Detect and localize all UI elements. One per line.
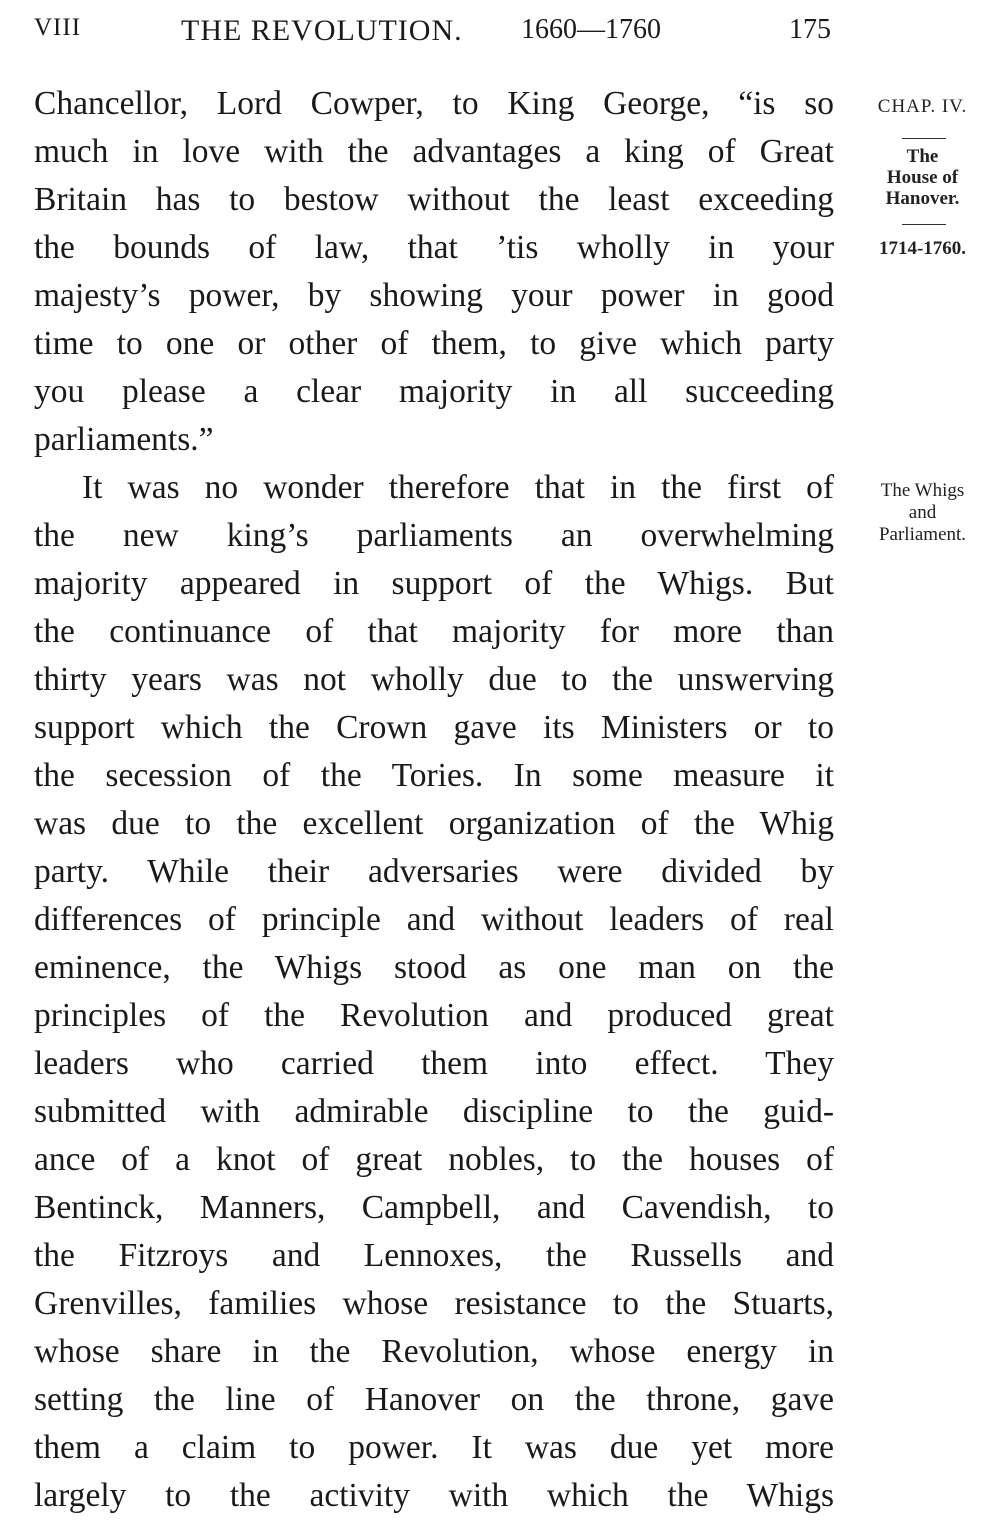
text-line: It was no wonder therefore that in the first of (82, 469, 834, 506)
margin-note-whigs-and-parliament (850, 480, 995, 546)
text-line: them a claim to power. It was due yet more (34, 1429, 834, 1466)
text-line: largely to the activity with which the Whigs (34, 1477, 834, 1514)
text-line: Britain has to bestow without the least exceeding (34, 181, 834, 218)
margin-note-line: Parliament. (878, 524, 967, 545)
margin-rule (902, 138, 946, 139)
text-line: principles of the Revolution and produced great (34, 997, 834, 1034)
text-line: time to one or other of them, to give which party (34, 325, 834, 362)
body-text (34, 80, 834, 1520)
running-head-chapter: VIII (34, 14, 82, 41)
margin-note-line: The Whigs (880, 480, 965, 501)
text-line: submitted with admirable discipline to the guid- (34, 1093, 834, 1130)
text-line: whose share in the Revolution, whose energy in (34, 1333, 834, 1370)
margin-note-house-of-hanover (850, 146, 995, 209)
text-line: Grenvilles, families whose resistance to the Stuarts, (34, 1285, 834, 1322)
text-line: was due to the excellent organization of the Whig (34, 805, 834, 842)
text-line: the Fitzroys and Lennoxes, the Russells and (34, 1237, 834, 1274)
text-line: eminence, the Whigs stood as one man on the (34, 949, 834, 986)
text-line: much in love with the advantages a king of Great (34, 133, 834, 170)
text-line: the continuance of that majority for more than (34, 613, 834, 650)
text-line: ance of a knot of great nobles, to the houses of (34, 1141, 834, 1178)
text-line: support which the Crown gave its Ministers or to (34, 709, 834, 746)
margin-rule (902, 224, 946, 225)
running-head (34, 14, 834, 54)
text-line: setting the line of Hanover on the throne, gave (34, 1381, 834, 1418)
text-line: the bounds of law, that ’tis wholly in your (34, 229, 834, 266)
text-line: the new king’s parliaments an overwhelming (34, 517, 834, 554)
running-head-dates: 1660—1760 (521, 14, 661, 45)
text-line: thirty years was not wholly due to the unswerving (34, 661, 834, 698)
text-line: party. While their adversaries were divided by (34, 853, 834, 890)
text-line: leaders who carried them into effect. They (34, 1045, 834, 1082)
margin-note-chapter: CHAP. IV. (877, 96, 968, 117)
text-line: you please a clear majority in all succeeding (34, 373, 834, 410)
page-number: 175 (789, 14, 831, 45)
margin-note-years: 1714-1760. (878, 238, 967, 259)
margin-note-line: Hanover. (885, 188, 960, 209)
text-line: parliaments.” (34, 421, 214, 458)
text-line: majesty’s power, by showing your power in good (34, 277, 834, 314)
running-head-title: THE REVOLUTION. (181, 14, 463, 47)
text-line: majority appeared in support of the Whigs. But (34, 565, 834, 602)
text-line: differences of principle and without leaders of real (34, 901, 834, 938)
margin-note-line: and (908, 502, 937, 523)
text-line: Bentinck, Manners, Campbell, and Cavendish, to (34, 1189, 834, 1226)
margin-note-line: The (906, 146, 939, 167)
text-line: Chancellor, Lord Cowper, to King George, “is so (34, 85, 834, 122)
text-line: the secession of the Tories. In some measure it (34, 757, 834, 794)
margin-note-line: House of (886, 167, 959, 188)
